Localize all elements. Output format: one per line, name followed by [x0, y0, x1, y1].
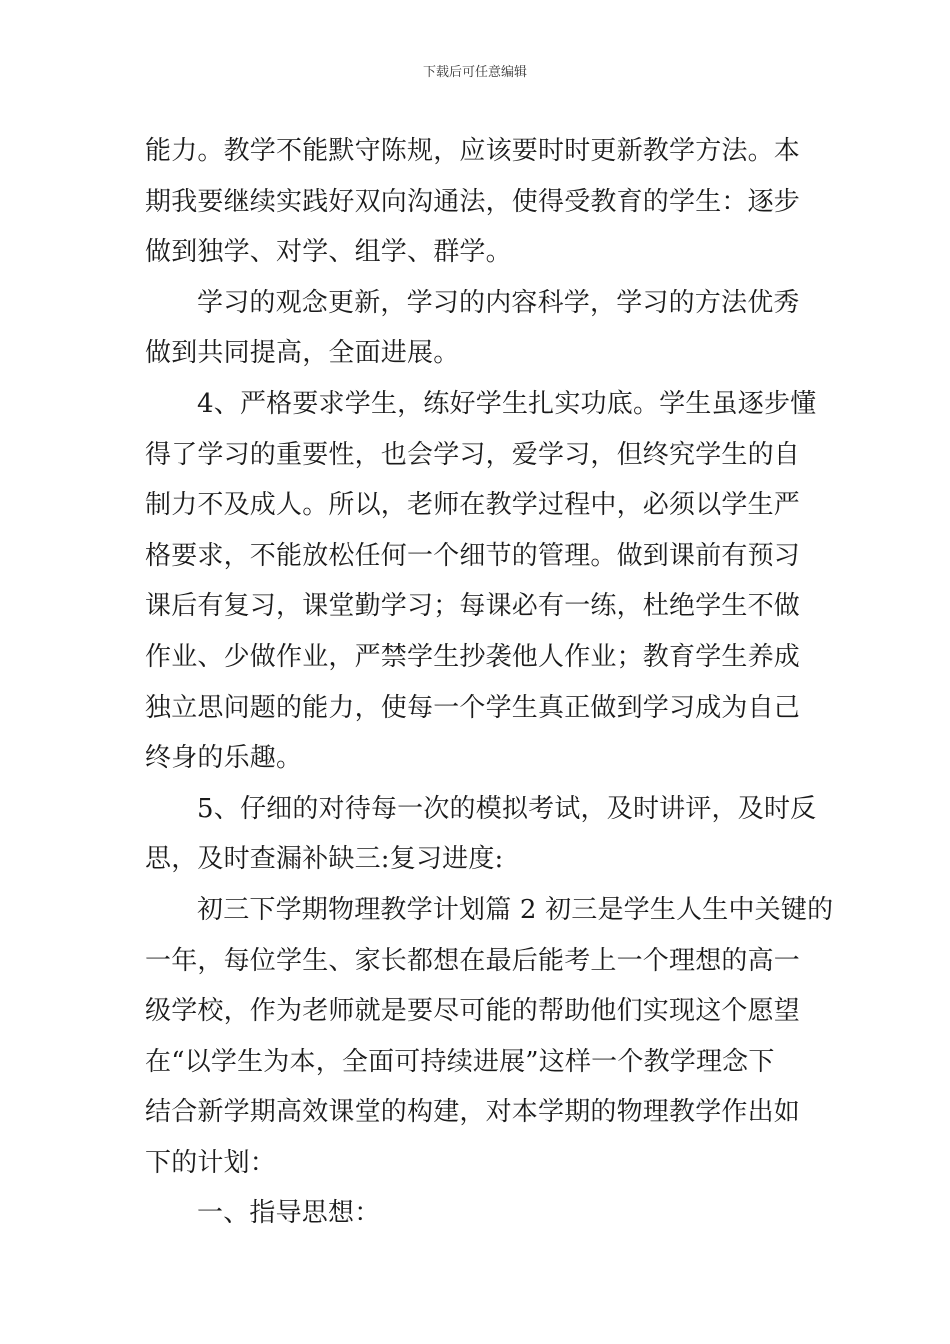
section-heading: 一、指导思想：: [197, 1198, 381, 1229]
paragraph-1: [145, 126, 810, 278]
text-line: 制力不及成人。所以，老师在教学过程中，必须以学生严: [145, 490, 801, 521]
text-line: 思，及时查漏补缺三:复习进度:: [145, 844, 504, 875]
paragraph-3: [145, 379, 817, 784]
text-line: 级学校，作为老师就是要尽可能的帮助他们实现这个愿望: [145, 996, 801, 1027]
page-header: 下载后可任意编辑: [422, 65, 527, 80]
text-line: 课后有复习，课堂勤学习；每课必有一练，杜绝学生不做: [145, 591, 801, 622]
paragraph-5: [145, 885, 834, 1189]
text-line: 4、严格要求学生，练好学生扎实功底。学生虽逐步懂: [197, 388, 817, 419]
text-line: 结合新学期高效课堂的构建，对本学期的物理教学作出如: [145, 1097, 801, 1128]
text-line: 作业、少做作业，严禁学生抄袭他人作业；教育学生养成: [145, 641, 801, 672]
text-line: 做到共同提高，全面进展。: [145, 338, 460, 369]
text-line: 格要求，不能放松任何一个细节的管理。做到课前有预习: [145, 540, 801, 571]
paragraph-6: [145, 1188, 810, 1239]
text-line: 得了学习的重要性，也会学习，爱学习，但终究学生的自: [145, 439, 801, 470]
text-line: 5、仔细的对待每一次的模拟考试，及时讲评，及时反: [197, 793, 817, 824]
text-line: 初三下学期物理教学计划篇 2 初三是学生人生中关键的: [197, 894, 834, 925]
text-line: 期我要继续实践好双向沟通法，使得受教育的学生：逐步: [145, 186, 801, 217]
text-line: 终身的乐趣。: [145, 743, 303, 774]
text-line: 一年，每位学生、家长都想在最后能考上一个理想的高一: [145, 945, 801, 976]
text-line: 能力。教学不能默守陈规，应该要时时更新教学方法。本: [145, 136, 801, 166]
text-line: 在“以学生为本，全面可持续进展”这样一个教学理念下: [145, 1046, 775, 1077]
paragraph-2: [145, 278, 810, 379]
text-line: 学习的观念更新，学习的内容科学，学习的方法优秀: [197, 287, 800, 318]
paragraph-4: [145, 784, 817, 885]
text-line: 做到独学、对学、组学、群学。: [145, 237, 512, 268]
text-line: 独立思问题的能力，使每一个学生真正做到学习成为自己: [145, 692, 801, 723]
text-line: 下的计划：: [145, 1147, 277, 1178]
document-body: [145, 126, 834, 1239]
